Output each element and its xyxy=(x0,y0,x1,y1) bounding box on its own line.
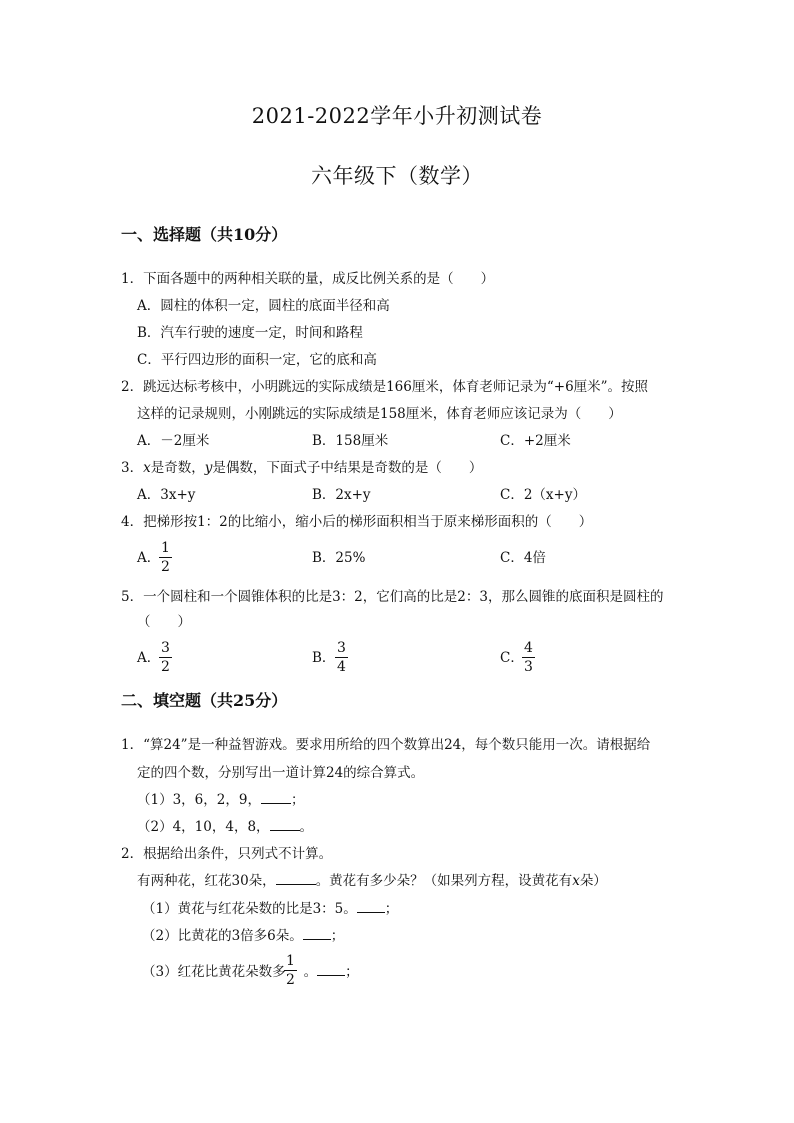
question-4-stem: 4．把梯形按1：2的比缩小，缩小后的梯形面积相当于原来梯形面积的（ ） xyxy=(121,514,593,530)
fill-question-1-stem-line2: 定的四个数，分别写出一道计算24的综合算式。 xyxy=(137,765,425,781)
fill-question-2-condition-end: 朵） xyxy=(579,873,607,889)
question-2-option-b: B．158厘米 xyxy=(312,433,389,449)
exam-subtitle: 六年级下（数学） xyxy=(311,164,483,188)
fill-question-2-part-3 xyxy=(142,963,359,981)
fill-question-2-part-2-text: （2）比黄花的3倍多6朵。 xyxy=(142,928,303,944)
fraction-numerator: 1 xyxy=(286,953,295,969)
fill-question-1-part-1-text: （1）3，6，2，9， xyxy=(137,792,261,808)
fill-question-1-stem-line1: 1．“算24”是一种益智游戏。要求用所给的四个数算出24，每个数只能用一次。请根据给 xyxy=(121,737,651,753)
question-5-option-c-fraction xyxy=(522,640,535,675)
fill-question-2-condition-suffix: 。黄花有多少朵？（如果列方程，设黄花有 xyxy=(315,873,573,889)
fill-question-2-part-3-text: （3）红花比黄花朵数多 xyxy=(142,964,286,980)
fill-question-2-part-3-fraction xyxy=(284,953,297,988)
variable-x: x xyxy=(572,873,580,889)
question-5-option-b-fraction xyxy=(335,640,348,675)
question-1-stem: 1．下面各题中的两种相关联的量，成反比例关系的是（ ） xyxy=(121,271,495,287)
fraction-denominator: 4 xyxy=(337,659,346,675)
fill-question-2-part-1 xyxy=(142,900,398,918)
answer-blank[interactable] xyxy=(303,927,331,940)
answer-blank[interactable] xyxy=(270,818,300,831)
fill-question-2-part-2 xyxy=(142,927,344,945)
question-2-stem-line1: 2．跳远达标考核中，小明跳远的实际成绩是166厘米，体育老师记录为“+6厘米”。按照 xyxy=(121,379,649,395)
fill-question-2-part-3-end: ； xyxy=(345,964,359,980)
variable-y: y xyxy=(204,460,213,476)
fraction-denominator: 2 xyxy=(161,559,170,575)
question-2-stem-line2: 这样的记录规则，小刚跳远的实际成绩是158厘米，体育老师应该记录为（ ） xyxy=(137,406,622,422)
fraction-numerator: 4 xyxy=(524,640,533,656)
question-1-option-b: B．汽车行驶的速度一定，时间和路程 xyxy=(137,325,363,341)
question-1-option-c: C．平行四边形的面积一定，它的底和高 xyxy=(137,352,377,368)
question-3-option-a: A．3x+y xyxy=(137,487,196,503)
fraction-denominator: 2 xyxy=(161,659,170,675)
question-5-option-a-label: A． xyxy=(137,650,161,666)
question-5-option-b-label: B． xyxy=(312,650,336,666)
section-heading-fill-in: 二、填空题（共25分） xyxy=(121,691,288,710)
fill-question-1-part-2-text: （2）4，10，4，8， xyxy=(137,819,270,835)
fill-question-2-part-3-mid: 。 xyxy=(303,964,318,980)
question-4-option-b: B．25% xyxy=(312,550,366,566)
question-4-option-c: C．4倍 xyxy=(500,550,546,566)
question-4-option-a-label: A． xyxy=(137,550,161,566)
fill-question-2-stem: 2．根据给出条件，只列式不计算。 xyxy=(121,846,333,862)
fill-question-2-condition-prefix: 有两种花，红花30朵， xyxy=(137,873,276,889)
fill-question-2-part-1-end: ； xyxy=(384,901,399,917)
answer-blank[interactable] xyxy=(357,900,385,913)
question-1-option-a: A．圆柱的体积一定，圆柱的底面半径和高 xyxy=(137,298,390,314)
answer-blank[interactable] xyxy=(317,963,345,976)
question-5-option-a-fraction xyxy=(159,640,172,675)
fill-question-1-part-1 xyxy=(137,791,304,809)
question-3-stem-suffix: 是偶数，下面式子中结果是奇数的是（ ） xyxy=(212,460,483,476)
question-5-option-c-label: C． xyxy=(500,650,524,666)
fill-question-1-part-2 xyxy=(137,818,313,836)
fraction-numerator: 1 xyxy=(161,540,170,556)
question-4-option-a-fraction xyxy=(159,540,172,575)
question-3-option-c: C．2（x+y） xyxy=(500,487,586,503)
fill-question-1-part-1-end: ； xyxy=(290,792,305,808)
fraction-denominator: 3 xyxy=(524,659,533,675)
fill-question-2-part-2-end: ； xyxy=(330,928,345,944)
question-2-option-a: A．－2厘米 xyxy=(137,433,210,449)
question-3-option-b: B．2x+y xyxy=(312,487,371,503)
question-3-number: 3． xyxy=(121,460,144,476)
answer-blank[interactable] xyxy=(276,872,316,885)
fill-question-1-part-2-end: 。 xyxy=(299,819,314,835)
question-5-stem-line2: （ ） xyxy=(137,614,191,630)
exam-title: 2021-2022学年小升初测试卷 xyxy=(251,104,543,128)
question-2-option-c: C．+2厘米 xyxy=(500,433,571,449)
variable-x: x xyxy=(143,460,151,476)
fraction-numerator: 3 xyxy=(337,640,346,656)
fraction-numerator: 3 xyxy=(161,640,170,656)
answer-blank[interactable] xyxy=(261,791,291,804)
question-3-stem-mid: 是奇数， xyxy=(150,460,205,476)
question-3-stem xyxy=(121,459,482,477)
section-heading-choice: 一、选择题（共10分） xyxy=(121,225,288,244)
fill-question-2-part-1-text: （1）黄花与红花朵数的比是3：5。 xyxy=(142,901,357,917)
fill-question-2-condition xyxy=(137,872,607,890)
question-5-stem-line1: 5．一个圆柱和一个圆锥体积的比是3：2，它们高的比是2：3，那么圆锥的底面积是圆柱的 xyxy=(121,589,664,605)
fraction-denominator: 2 xyxy=(286,972,295,988)
